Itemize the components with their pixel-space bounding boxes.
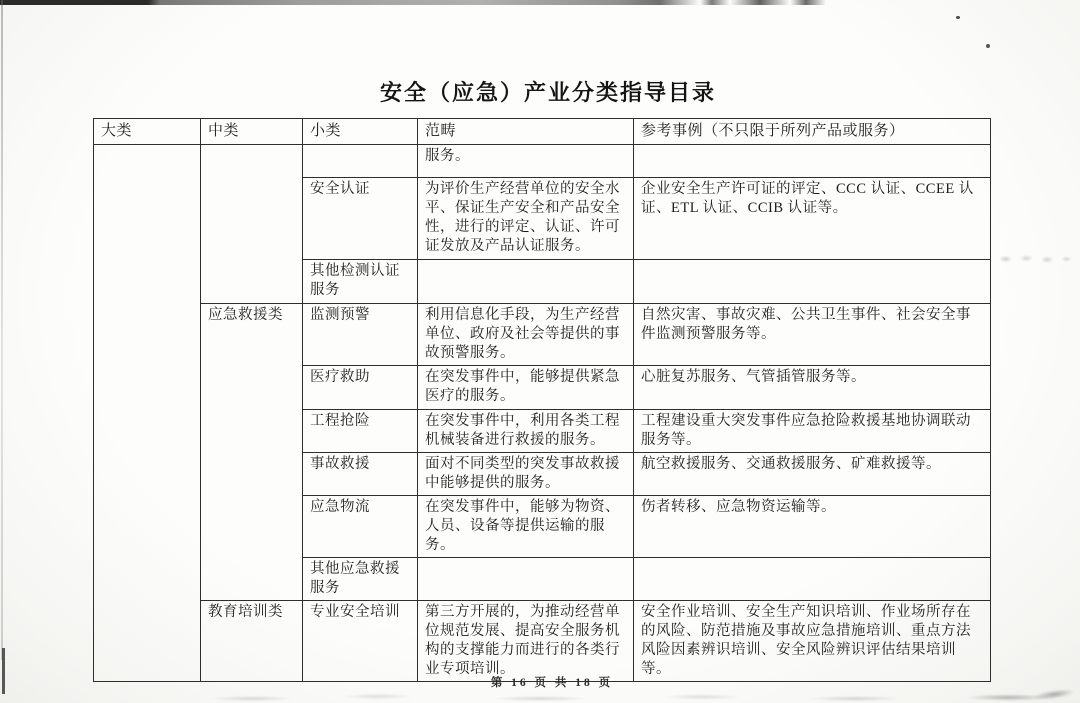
- cell-scope: 在突发事件中，能够提供紧急医疗的服务。: [418, 366, 634, 410]
- cell-examples: 航空救援服务、交通救援服务、矿难救援等。: [634, 453, 991, 496]
- cell-sub-category: 其他检测认证服务: [303, 260, 418, 304]
- cell-examples: 心脏复苏服务、气管插管服务等。: [634, 366, 991, 410]
- cell-sub-category: [303, 145, 418, 178]
- classification-table: [93, 118, 991, 682]
- cell-scope: 服务。: [418, 145, 634, 178]
- cell-examples: [634, 558, 991, 601]
- scan-artifact-speck: [986, 44, 990, 48]
- cell-scope: 面对不同类型的突发事故救援中能够提供的服务。: [418, 453, 634, 496]
- cell-scope: [418, 260, 634, 304]
- cell-examples: 自然灾害、事故灾难、公共卫生事件、社会安全事件监测预警服务等。: [634, 304, 991, 366]
- cell-examples: 工程建设重大突发事件应急抢险救援基地协调联动服务等。: [634, 410, 991, 453]
- cell-major-category: [94, 145, 201, 682]
- cell-sub-category: 专业安全培训: [303, 601, 418, 682]
- scan-artifact-top-edge: [0, 0, 830, 5]
- cell-sub-category: 工程抢险: [303, 410, 418, 453]
- cell-examples: [634, 145, 991, 178]
- cell-examples: 企业安全生产许可证的评定、CCC 认证、CCEE 认证、ETL 认证、CCIB 认证等。: [634, 178, 991, 260]
- cell-sub-category: 监测预警: [303, 304, 418, 366]
- cell-examples: 安全作业培训、安全生产知识培训、作业场所存在的风险、防范措施及事故应急措施培训、重点方法风险因素辨识培训、安全风险辨识评估结果培训等。: [634, 601, 991, 682]
- column-header-major: 大类: [94, 119, 201, 145]
- cell-sub-category: 事故救援: [303, 453, 418, 496]
- scan-artifact-bottom-smudge: [180, 692, 1080, 703]
- cell-middle-category: 应急救援类: [201, 304, 303, 601]
- table-row: [94, 601, 991, 682]
- cell-middle-category: 教育培训类: [201, 601, 303, 682]
- column-header-sub: 小类: [303, 119, 418, 145]
- cell-sub-category: 安全认证: [303, 178, 418, 260]
- cell-scope: [418, 558, 634, 601]
- column-header-middle: 中类: [201, 119, 303, 145]
- cell-sub-category: 医疗救助: [303, 366, 418, 410]
- scan-artifact-ink-bleed: [996, 252, 1076, 266]
- cell-scope: 第三方开展的，为推动经营单位规范发展、提高安全服务机构的支撑能力而进行的各类行业专项培训。: [418, 601, 634, 682]
- cell-middle-category: [201, 145, 303, 304]
- column-header-examples: 参考事例（不只限于所列产品或服务）: [634, 119, 991, 145]
- cell-scope: 在突发事件中，利用各类工程机械装备进行救援的服务。: [418, 410, 634, 453]
- cell-sub-category: 应急物流: [303, 496, 418, 558]
- cell-examples: [634, 260, 991, 304]
- page-title: 安全（应急）产业分类指导目录: [379, 80, 716, 105]
- cell-sub-category: 其他应急救援服务: [303, 558, 418, 601]
- scan-artifact-speck: [956, 16, 960, 19]
- table-row: [94, 145, 991, 178]
- scan-artifact-left-edge-dark: [2, 648, 5, 694]
- cell-scope: 为评价生产经营单位的安全水平、保证生产安全和产品安全性，进行的评定、认证、许可证发放及产品认证服务。: [418, 178, 634, 260]
- cell-scope: 利用信息化手段，为生产经营单位、政府及社会等提供的事故预警服务。: [418, 304, 634, 366]
- cell-scope: 在突发事件中，能够为物资、人员、设备等提供运输的服务。: [418, 496, 634, 558]
- page-number-footer: 第 16 页 共 18 页: [490, 677, 614, 689]
- scan-artifact-left-edge: [1, 0, 3, 660]
- cell-examples: 伤者转移、应急物资运输等。: [634, 496, 991, 558]
- column-header-scope: 范畴: [418, 119, 634, 145]
- table-row: [94, 304, 991, 366]
- table-header-row: [94, 119, 991, 145]
